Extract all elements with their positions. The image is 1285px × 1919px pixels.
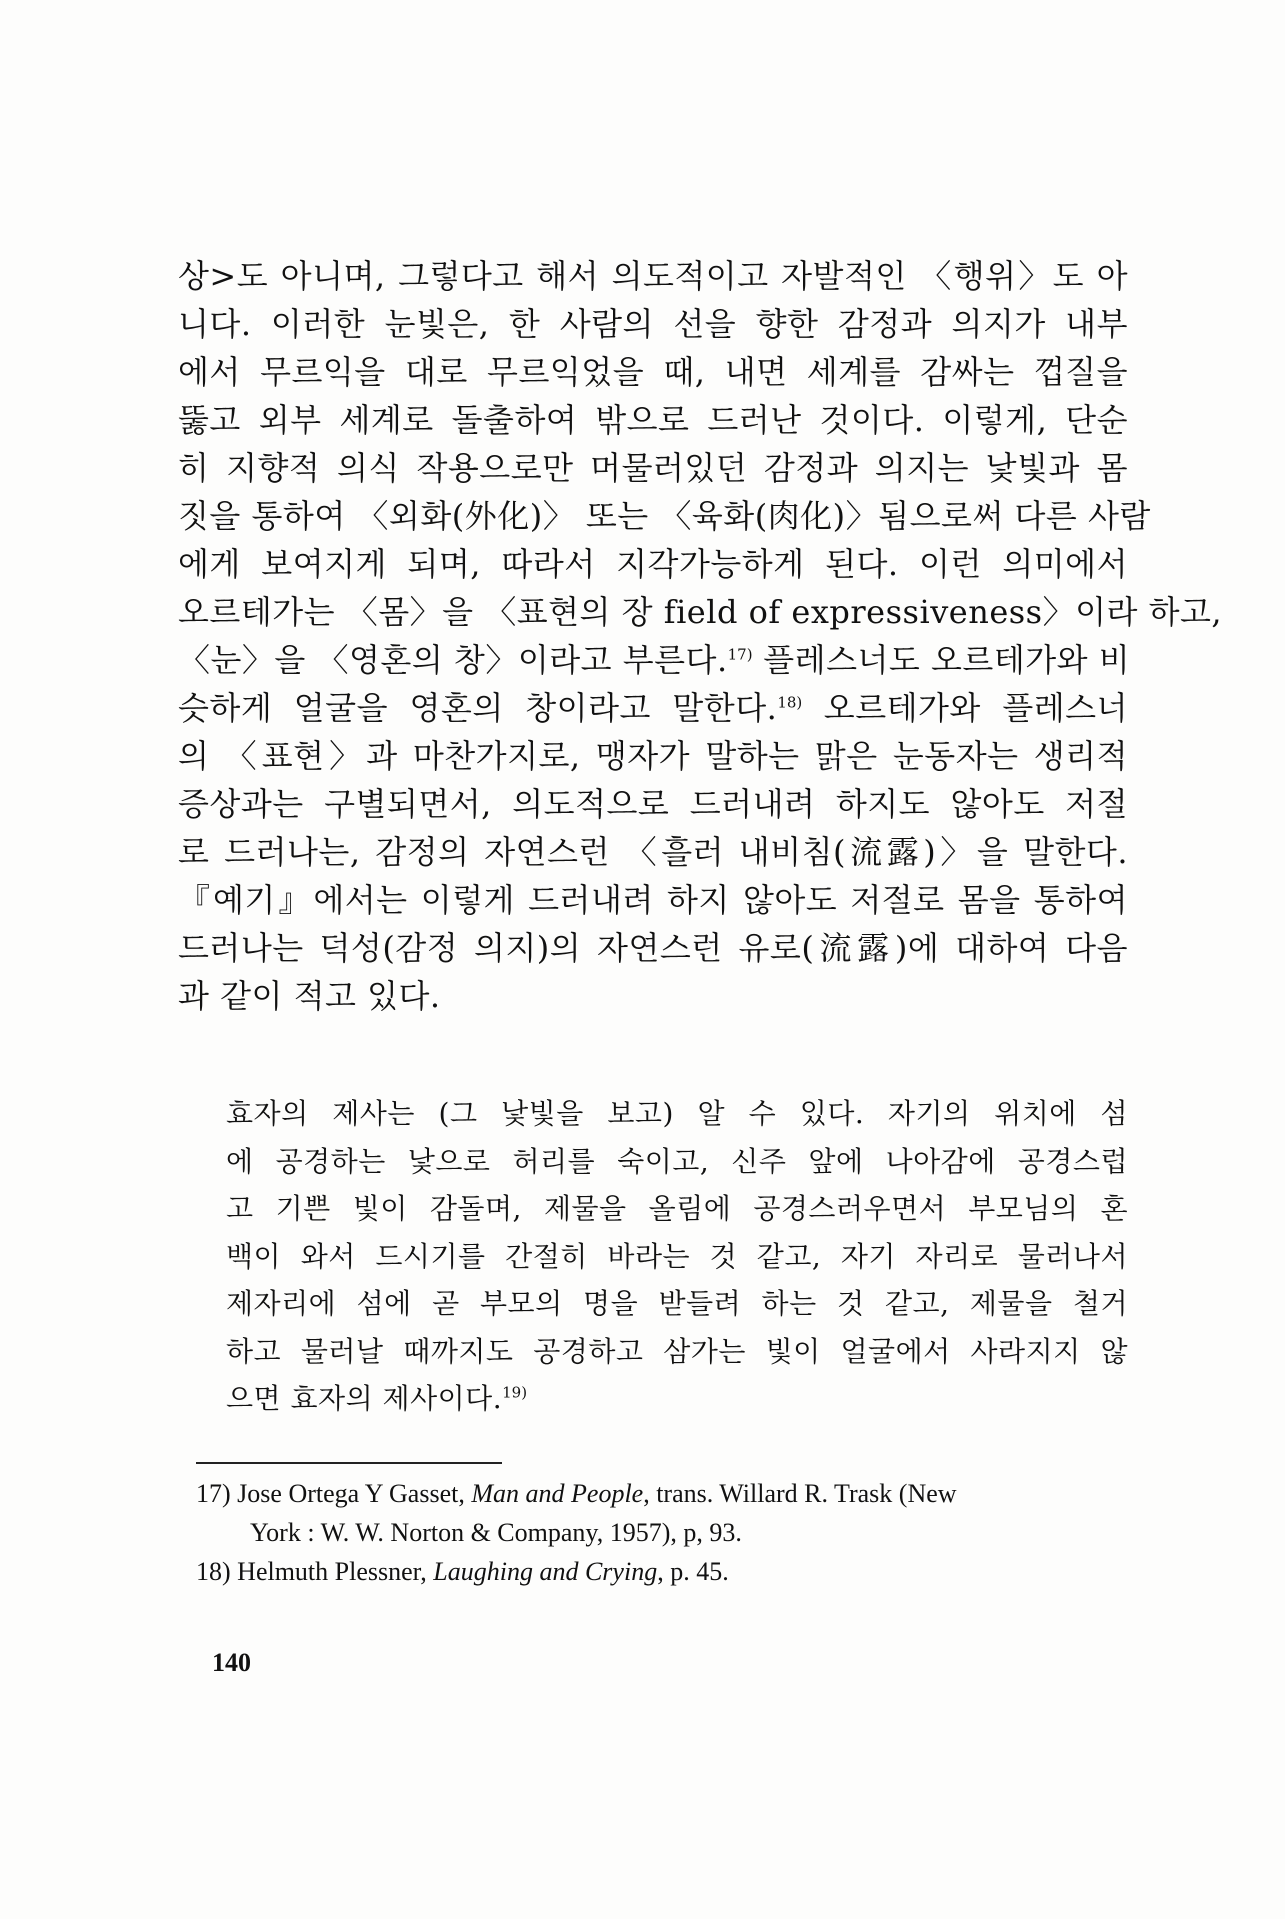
footnote-17: [196, 1474, 1136, 1513]
footnote-ref-19: 19): [502, 1383, 528, 1402]
footnote-ref-18: 18): [777, 693, 803, 712]
footnote-divider: [196, 1462, 502, 1464]
body-line: 증상과는 구별되면서, 의도적으로 드러내려 하지도 않아도 저절: [178, 785, 1128, 823]
footnote-author: Jose Ortega Y Gasset,: [237, 1479, 465, 1508]
body-line-text: 오르테가와 플레스너: [802, 689, 1128, 727]
quote-line-text: 으면 효자의 제사이다.: [226, 1382, 503, 1415]
body-line: [178, 636, 1131, 684]
body-line: [178, 684, 1128, 732]
quote-line: 하고 물러날 때까지도 공경하고 삼가는 빛이 얼굴에서 사라지지 않: [226, 1334, 1128, 1368]
body-line: 에서 무르익을 대로 무르익었을 때, 내면 세계를 감싸는 껍질을: [178, 353, 1128, 391]
quote-line: 제자리에 섬에 곧 부모의 명을 받들려 하는 것 같고, 제물을 철거: [226, 1287, 1128, 1320]
quote-line: [226, 1375, 1128, 1423]
footnote-17-continuation: York : W. W. Norton & Company, 1957), p, 93.: [250, 1518, 742, 1547]
quote-line: 백이 와서 드시기를 간절히 바라는 것 같고, 자기 자리로 물러나서: [226, 1239, 1128, 1273]
main-paragraph: [178, 252, 1223, 1020]
body-line: 오르테가는 〈몸〉을 〈표현의 장 field of expressiveness〉이라 하고,: [178, 593, 1223, 631]
footnote-number: 18): [196, 1557, 231, 1586]
body-line: 의 〈표현〉과 마찬가지로, 맹자가 말하는 맑은 눈동자는 생리적: [178, 737, 1128, 775]
footnote-18: [196, 1552, 1136, 1591]
footnote-title: Laughing and Crying: [433, 1557, 658, 1586]
footnote-author: Helmuth Plessner,: [237, 1557, 427, 1586]
block-quote: [226, 1090, 1128, 1423]
body-line: 『예기』에서는 이렇게 드러내려 하지 않아도 저절로 몸을 통하여: [178, 881, 1128, 919]
body-line: 에게 보여지게 되며, 따라서 지각가능하게 된다. 이런 의미에서: [178, 545, 1128, 583]
body-line: 과 같이 적고 있다.: [178, 977, 441, 1015]
quote-line: 효자의 제사는 (그 낯빛을 보고) 알 수 있다. 자기의 위치에 섬: [226, 1097, 1128, 1130]
quote-line: 고 기쁜 빛이 감돌며, 제물을 올림에 공경스러우면서 부모님의 혼: [226, 1192, 1128, 1225]
body-line: 로 드러나는, 감정의 자연스런 〈흘러 내비침(流露)〉을 말한다.: [178, 833, 1128, 871]
body-line-text: 슷하게 얼굴을 영혼의 창이라고 말한다.: [178, 689, 778, 727]
body-line: 짓을 통하여 〈외화(外化)〉 또는 〈육화(肉化)〉됨으로써 다른 사람: [178, 497, 1151, 535]
body-line: 뚫고 외부 세계로 돌출하여 밖으로 드러난 것이다. 이렇게, 단순: [178, 401, 1128, 439]
footnote-number: 17): [196, 1479, 231, 1508]
body-line: 상>도 아니며, 그렇다고 해서 의도적이고 자발적인 〈행위〉도 아: [178, 257, 1128, 295]
footnote-details: , trans. Willard R. Trask (New: [643, 1479, 957, 1508]
footnote-ref-17: 17): [727, 645, 753, 664]
footnote-details: , p. 45.: [657, 1557, 729, 1586]
body-line: 히 지향적 의식 작용으로만 머물러있던 감정과 의지는 낯빛과 몸: [178, 449, 1128, 487]
quote-line: 에 공경하는 낯으로 허리를 숙이고, 신주 앞에 나아감에 공경스럽: [226, 1144, 1128, 1178]
body-line: 니다. 이러한 눈빛은, 한 사람의 선을 향한 감정과 의지가 내부: [178, 305, 1128, 343]
footnotes: [196, 1474, 1136, 1591]
body-line-text: 플레스너도 오르테가와 비: [752, 641, 1131, 679]
page-number: 140: [212, 1648, 251, 1677]
footnote-title: Man and People: [471, 1479, 644, 1508]
body-line: 드러나는 덕성(감정 의지)의 자연스런 유로(流露)에 대하여 다음: [178, 929, 1128, 967]
body-line-text: 〈눈〉을 〈영혼의 창〉이라고 부른다.: [178, 641, 728, 679]
